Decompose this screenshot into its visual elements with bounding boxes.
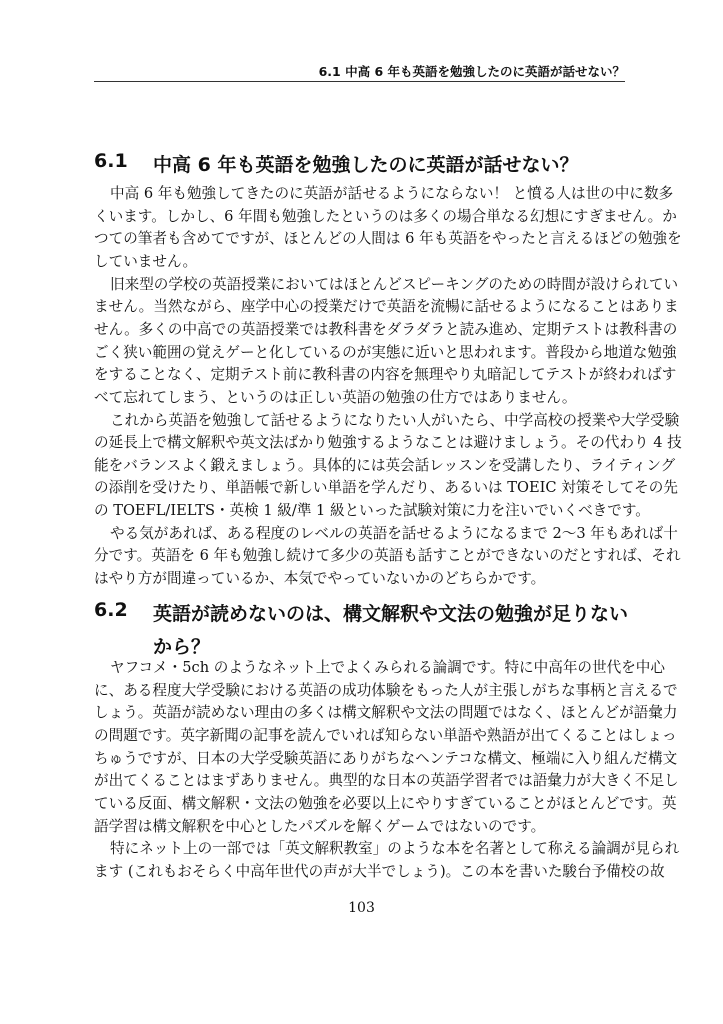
paragraph-line: せん。多くの中高での英語授業では教科書をダラダラと読み進め、定期テストは教科書の bbox=[94, 320, 678, 338]
paragraph-line: 能をバランスよく鍛えましょう。具体的には英会話レッスンを受講したり、ライティング bbox=[94, 456, 676, 474]
section-title: 英語が読めないのは、構文解釈や文法の勉強が足りない bbox=[153, 603, 629, 625]
paragraph-line: くいます。しかし、6 年間も勉強したというのは多くの場合単なる幻想にすぎません。か bbox=[94, 207, 677, 225]
paragraph-line: 旧来型の学校の英語授業においてはほとんどスピーキングのための時間が設けられてい bbox=[110, 275, 679, 293]
paragraph-line: に、ある程度大学受験における英語の成功体験をもった人が主張しがちな事柄と言えるで bbox=[94, 681, 678, 699]
section-number: 6.2 bbox=[94, 599, 128, 621]
header-rule bbox=[94, 81, 625, 82]
paragraph-line: ません。当然ながら、座学中心の授業だけで英語を流暢に話せるようになることはありま bbox=[94, 298, 679, 316]
paragraph-line: の TOEFL/IELTS・英検 1 級/準 1 級といった試験対策に力を注いでいくべきです。 bbox=[94, 502, 650, 520]
section-title: 中高 6 年も英語を勉強したのに英語が話せない？ bbox=[153, 154, 579, 176]
paragraph-line: ます (これもおそらく中高年世代の声が大半でしょう)。この本を書いた駿台予備校の故 bbox=[94, 862, 665, 880]
page-number: 103 bbox=[348, 900, 375, 916]
paragraph-line: これから英語を勉強して話せるようになりたい人がいたら、中学高校の授業や大学受験 bbox=[110, 411, 680, 429]
paragraph-line: つての筆者も含めてですが、ほとんどの人間は 6 年も英語をやったと言えるほどの勉強を bbox=[94, 230, 682, 248]
paragraph-line: 中高 6 年も勉強してきたのに英語が話せるようにならない！ と憤る人は世の中に数多 bbox=[110, 185, 674, 202]
paragraph-line: の問題です。英字新聞の記事を読んでいれば知らない単語や熟語が出てくることはしょっ bbox=[94, 726, 677, 744]
paragraph-line: をすることなく、定期テスト前に教科書の内容を無理やり丸暗記してテストが終わればす bbox=[94, 366, 677, 384]
paragraph-line: の延長上で構文解釈や英文法ばかり勉強するようなことは避けましょう。その代わり 4 技 bbox=[94, 434, 682, 452]
paragraph-line: 語学習は構文解釈を中心としたパズルを解くゲームではないのです。 bbox=[94, 817, 546, 835]
paragraph-line: しょう。英語が読めない理由の多くは構文解釈や文法の問題ではなく、ほとんどが語彙力 bbox=[94, 704, 678, 722]
paragraph-line: やる気があれば、ある程度のレベルの英語を話せるようになるまで 2〜3 年もあれば十 bbox=[110, 524, 678, 542]
paragraph-line: ちゅうですが、日本の大学受験英語にありがちなヘンテコな構文、極端に入り組んだ構文 bbox=[94, 749, 678, 767]
paragraph-line: していません。 bbox=[94, 252, 198, 270]
paragraph-line: べて忘れてしまう、というのは正しい英語の勉強の仕方ではありません。 bbox=[94, 388, 577, 406]
running-header: 6.1 中高 6 年も英語を勉強したのに英語が話せない？ bbox=[318, 64, 625, 79]
paragraph-line: はやり方が間違っているか、本気でやっていないかのどちらかです。 bbox=[94, 570, 546, 588]
paragraph-line: の添削を受けたり、単語帳で新しい単語を学んだり、あるいは TOEIC 対策そしてその先 bbox=[94, 479, 678, 497]
paragraph-line: ごく狭い範囲の覚えゲーと化しているのが実態に近いと思われます。普段から地道な勉強 bbox=[94, 343, 677, 361]
paragraph-line: ている反面、構文解釈・文法の勉強を必要以上にやりすぎていることがほとんどです。英 bbox=[94, 794, 677, 812]
section-title: から？ bbox=[153, 636, 211, 658]
paragraph-line: が出てくることはまずありません。典型的な日本の英語学習者では語彙力が大きく不足し bbox=[94, 772, 679, 790]
paragraph-line: ヤフコメ・5ch のようなネット上でよくみられる論調です。特に中高年の世代を中心 bbox=[110, 659, 665, 676]
paragraph-line: 分です。英語を 6 年も勉強し続けて多少の英語も話すことができないのだとすれば、それ bbox=[94, 547, 681, 565]
paragraph-line: 特にネット上の一部では「英文解釈教室」のような本を名著として称える論調が見られ bbox=[110, 840, 680, 858]
section-number: 6.1 bbox=[94, 150, 128, 172]
